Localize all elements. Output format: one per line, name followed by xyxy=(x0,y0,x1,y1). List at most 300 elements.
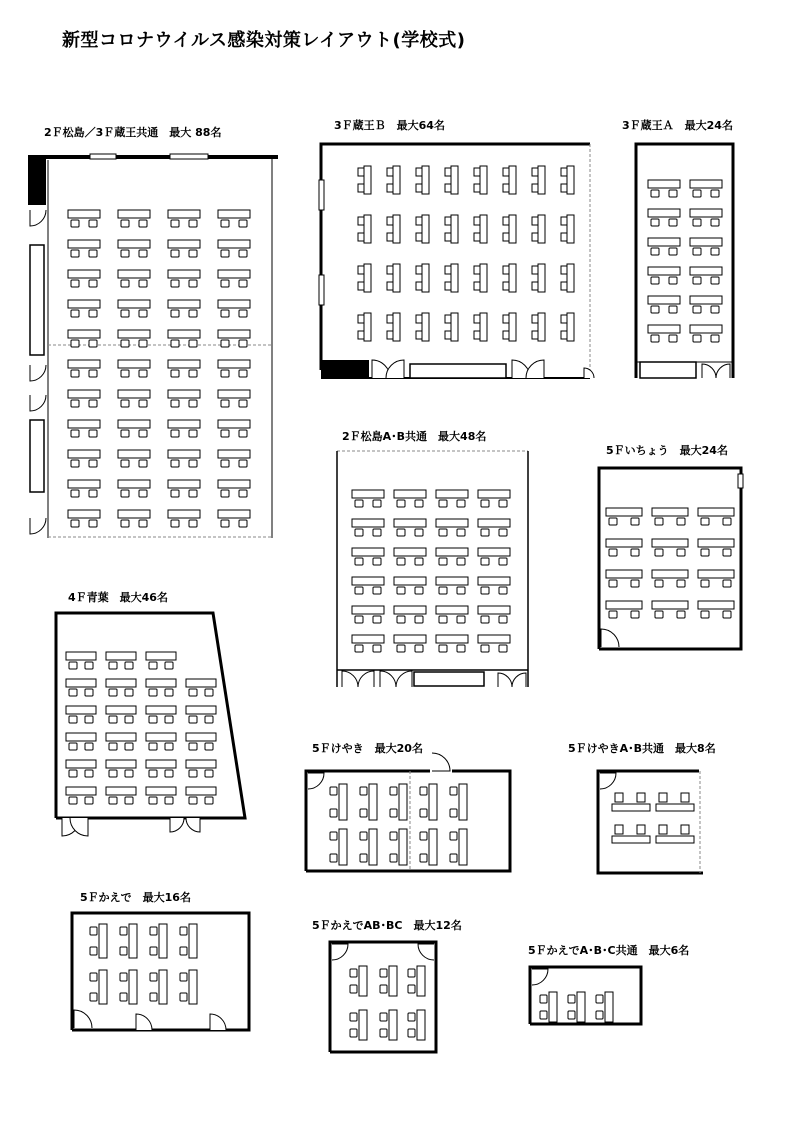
chair xyxy=(171,430,179,437)
chair xyxy=(693,306,701,313)
chair xyxy=(481,645,489,652)
desk-set xyxy=(360,829,377,865)
desk xyxy=(451,166,458,194)
chair xyxy=(221,370,229,377)
chair xyxy=(189,220,197,227)
desk-set xyxy=(146,787,176,804)
chair xyxy=(358,217,364,225)
door-swing xyxy=(498,673,512,687)
desk-set xyxy=(168,300,200,317)
desk xyxy=(218,270,250,278)
chair xyxy=(89,430,97,437)
chair xyxy=(609,611,617,618)
desk xyxy=(364,215,371,243)
room-label-zao-b: 3Ｆ蔵王Ｂ 最大64名 xyxy=(334,119,445,132)
desk xyxy=(339,784,347,820)
room-kaede-abc xyxy=(530,967,641,1024)
desk-set xyxy=(436,635,468,652)
chair xyxy=(71,250,79,257)
chair xyxy=(397,500,405,507)
chair xyxy=(693,277,701,284)
chair xyxy=(109,689,117,696)
chair xyxy=(109,770,117,777)
chair xyxy=(693,335,701,342)
chair xyxy=(360,809,367,817)
desk xyxy=(690,180,722,188)
desk xyxy=(364,313,371,341)
chair xyxy=(677,549,685,556)
chair xyxy=(669,190,677,197)
desk-set xyxy=(106,733,136,750)
chair xyxy=(350,1029,357,1037)
chair xyxy=(171,310,179,317)
desk-set xyxy=(168,270,200,287)
desk-set xyxy=(150,970,167,1004)
chair xyxy=(121,400,129,407)
chair xyxy=(121,520,129,527)
desk xyxy=(459,784,467,820)
chair xyxy=(125,716,133,723)
chair xyxy=(723,549,731,556)
chair xyxy=(121,460,129,467)
chair xyxy=(69,689,77,696)
desk-set xyxy=(168,420,200,437)
desk-set xyxy=(436,548,468,565)
desk-set xyxy=(648,209,680,226)
chair xyxy=(171,280,179,287)
chair xyxy=(150,927,157,935)
window xyxy=(738,474,743,488)
chair xyxy=(120,947,127,955)
chair xyxy=(239,430,247,437)
chair xyxy=(416,184,422,192)
chair xyxy=(609,549,617,556)
desk xyxy=(538,166,545,194)
desk xyxy=(451,313,458,341)
chair xyxy=(568,995,575,1003)
door-swing xyxy=(30,518,46,534)
chair xyxy=(71,430,79,437)
desk xyxy=(68,360,100,368)
wall-panel xyxy=(414,672,484,686)
desk xyxy=(422,264,429,292)
desk xyxy=(189,924,197,958)
chair xyxy=(390,854,397,862)
desk xyxy=(68,210,100,218)
desk-set xyxy=(106,652,136,669)
desk xyxy=(68,480,100,488)
chair xyxy=(149,716,157,723)
window xyxy=(319,180,324,210)
chair xyxy=(445,315,451,323)
chair xyxy=(561,266,567,274)
desk-set xyxy=(358,215,371,243)
chair xyxy=(503,168,509,176)
desk xyxy=(359,966,367,996)
door-swing xyxy=(332,944,348,960)
chair xyxy=(71,520,79,527)
desk xyxy=(218,390,250,398)
chair xyxy=(180,947,187,955)
desk-set xyxy=(436,577,468,594)
desk-set xyxy=(218,450,250,467)
desk-set xyxy=(690,209,722,226)
desk-set xyxy=(540,992,557,1022)
desk xyxy=(393,166,400,194)
chair xyxy=(457,529,465,536)
chair xyxy=(439,529,447,536)
chair xyxy=(390,809,397,817)
desk xyxy=(118,360,150,368)
chair xyxy=(397,529,405,536)
desk-set xyxy=(436,519,468,536)
door-swing xyxy=(702,364,716,378)
desk xyxy=(394,519,426,527)
chair xyxy=(149,689,157,696)
desk xyxy=(605,992,613,1022)
chair xyxy=(205,716,213,723)
desk-set xyxy=(474,313,487,341)
chair xyxy=(457,587,465,594)
chair xyxy=(450,832,457,840)
chair xyxy=(149,743,157,750)
chair xyxy=(637,825,645,834)
desk-set xyxy=(180,970,197,1004)
desk xyxy=(129,970,137,1004)
door-swing xyxy=(136,1014,152,1030)
desk xyxy=(389,966,397,996)
desk xyxy=(698,508,734,516)
desk-set xyxy=(561,166,574,194)
chair xyxy=(189,490,197,497)
chair xyxy=(109,797,117,804)
chair xyxy=(165,743,173,750)
desk-set xyxy=(146,652,176,669)
chair xyxy=(121,490,129,497)
desk-set xyxy=(68,420,100,437)
chair xyxy=(350,969,357,977)
desk xyxy=(656,804,694,811)
chair xyxy=(90,927,97,935)
chair xyxy=(561,233,567,241)
desk xyxy=(451,215,458,243)
chair xyxy=(360,854,367,862)
desk xyxy=(478,490,510,498)
chair xyxy=(89,370,97,377)
desk xyxy=(480,264,487,292)
chair xyxy=(355,558,363,565)
chair xyxy=(387,266,393,274)
door-swing xyxy=(600,773,616,789)
chair xyxy=(711,335,719,342)
desk-set xyxy=(118,450,150,467)
chair xyxy=(701,580,709,587)
chair xyxy=(481,500,489,507)
desk xyxy=(480,313,487,341)
chair xyxy=(221,490,229,497)
chair xyxy=(408,969,415,977)
chair xyxy=(631,518,639,525)
desk-set xyxy=(66,787,96,804)
chair xyxy=(239,520,247,527)
chair xyxy=(723,580,731,587)
chair xyxy=(171,490,179,497)
desk xyxy=(168,240,200,248)
chair xyxy=(360,832,367,840)
desk-set xyxy=(330,829,347,865)
desk-set xyxy=(68,300,100,317)
chair xyxy=(358,233,364,241)
chair xyxy=(474,184,480,192)
desk-set xyxy=(330,784,347,820)
chair xyxy=(139,310,147,317)
desk-set xyxy=(474,215,487,243)
chair xyxy=(150,973,157,981)
desk xyxy=(394,490,426,498)
wall xyxy=(598,771,703,873)
desk-set xyxy=(387,215,400,243)
door-swing xyxy=(70,818,88,836)
chair xyxy=(561,217,567,225)
desk-set xyxy=(690,180,722,197)
desk xyxy=(118,390,150,398)
chair xyxy=(532,266,538,274)
desk-set xyxy=(416,264,429,292)
desk xyxy=(648,238,680,246)
desk xyxy=(168,330,200,338)
desk xyxy=(690,238,722,246)
chair xyxy=(189,689,197,696)
desk xyxy=(393,313,400,341)
desk xyxy=(422,215,429,243)
chair xyxy=(631,580,639,587)
chair xyxy=(420,787,427,795)
chair xyxy=(711,277,719,284)
desk-set xyxy=(416,313,429,341)
desk xyxy=(429,829,437,865)
chair xyxy=(450,809,457,817)
chair xyxy=(373,587,381,594)
desk xyxy=(690,296,722,304)
wall-panel xyxy=(410,364,506,378)
desk-set xyxy=(394,577,426,594)
chair xyxy=(239,310,247,317)
desk xyxy=(118,210,150,218)
chair xyxy=(445,266,451,274)
chair xyxy=(609,580,617,587)
desk xyxy=(118,480,150,488)
desk xyxy=(168,450,200,458)
window xyxy=(170,154,208,159)
chair xyxy=(239,370,247,377)
desk-set xyxy=(478,635,510,652)
desk-set xyxy=(352,548,384,565)
chair xyxy=(445,282,451,290)
chair xyxy=(355,500,363,507)
desk xyxy=(66,733,96,741)
chair xyxy=(416,168,422,176)
chair xyxy=(109,662,117,669)
chair xyxy=(481,529,489,536)
door-swing xyxy=(716,364,730,378)
desk-set xyxy=(66,733,96,750)
desk-set xyxy=(408,1010,425,1040)
chair xyxy=(139,430,147,437)
chair xyxy=(121,220,129,227)
chair xyxy=(205,689,213,696)
desk-set xyxy=(387,264,400,292)
desk-set xyxy=(118,210,150,227)
desk-set xyxy=(168,210,200,227)
desk-set xyxy=(218,420,250,437)
desk-set xyxy=(612,793,650,811)
chair xyxy=(416,266,422,274)
desk xyxy=(118,240,150,248)
wall xyxy=(30,157,278,205)
chair xyxy=(358,315,364,323)
pillar xyxy=(30,155,46,205)
desk-set xyxy=(532,166,545,194)
chair xyxy=(89,340,97,347)
desk xyxy=(68,300,100,308)
desk-set xyxy=(218,300,250,317)
desk-set xyxy=(690,325,722,342)
room-zao-b xyxy=(319,144,594,378)
desk xyxy=(168,420,200,428)
door-swing xyxy=(512,673,526,687)
desk-set xyxy=(478,606,510,623)
desk xyxy=(352,519,384,527)
wall-panel xyxy=(640,362,696,378)
chair xyxy=(171,250,179,257)
chair xyxy=(189,250,197,257)
desk xyxy=(690,209,722,217)
desk xyxy=(146,706,176,714)
desk xyxy=(186,787,216,795)
desk xyxy=(68,450,100,458)
chair xyxy=(439,500,447,507)
desk-set xyxy=(606,508,642,525)
desk-set xyxy=(68,480,100,497)
desk-set xyxy=(106,706,136,723)
desk-set xyxy=(652,601,688,618)
chair xyxy=(360,787,367,795)
chair xyxy=(669,277,677,284)
chair xyxy=(481,587,489,594)
desk-set xyxy=(68,360,100,377)
desk-set xyxy=(532,264,545,292)
door-swing xyxy=(601,629,619,647)
chair xyxy=(85,770,93,777)
chair xyxy=(499,616,507,623)
chair xyxy=(681,825,689,834)
desk xyxy=(186,733,216,741)
desk-set xyxy=(352,490,384,507)
chair xyxy=(474,168,480,176)
chair xyxy=(711,190,719,197)
desk-set xyxy=(648,325,680,342)
desk-set xyxy=(168,240,200,257)
desk xyxy=(106,679,136,687)
desk xyxy=(129,924,137,958)
desk-set xyxy=(648,296,680,313)
desk-set xyxy=(68,210,100,227)
chair xyxy=(221,280,229,287)
chair xyxy=(651,306,659,313)
desk xyxy=(698,601,734,609)
chair xyxy=(125,770,133,777)
chair xyxy=(677,611,685,618)
chair xyxy=(330,809,337,817)
desk xyxy=(648,296,680,304)
desk-set xyxy=(352,635,384,652)
desk xyxy=(656,836,694,843)
desk xyxy=(612,836,650,843)
desk xyxy=(698,570,734,578)
desk-set xyxy=(66,760,96,777)
door-swing xyxy=(396,671,412,687)
chair xyxy=(125,743,133,750)
chair xyxy=(125,662,133,669)
desk xyxy=(648,267,680,275)
room-kaede xyxy=(72,913,249,1030)
window xyxy=(90,154,116,159)
chair xyxy=(450,854,457,862)
desk xyxy=(218,240,250,248)
chair xyxy=(69,662,77,669)
desk-set xyxy=(146,760,176,777)
desk-set xyxy=(352,519,384,536)
desk xyxy=(352,490,384,498)
chair xyxy=(415,529,423,536)
desk xyxy=(66,706,96,714)
chair xyxy=(71,460,79,467)
chair xyxy=(503,217,509,225)
desk-set xyxy=(186,787,216,804)
chair xyxy=(189,716,197,723)
desk-set xyxy=(120,924,137,958)
chair xyxy=(221,220,229,227)
desk xyxy=(218,210,250,218)
desk-set xyxy=(652,570,688,587)
chair xyxy=(420,832,427,840)
desk xyxy=(364,264,371,292)
chair xyxy=(415,645,423,652)
chair xyxy=(561,282,567,290)
wall xyxy=(636,144,733,378)
desk xyxy=(146,652,176,660)
chair xyxy=(659,825,667,834)
chair xyxy=(474,217,480,225)
desk-set xyxy=(450,829,467,865)
desk xyxy=(606,539,642,547)
desk xyxy=(538,215,545,243)
chair xyxy=(221,520,229,527)
desk-set xyxy=(416,166,429,194)
desk-set xyxy=(394,606,426,623)
chair xyxy=(380,1029,387,1037)
desk-set xyxy=(118,360,150,377)
chair xyxy=(499,558,507,565)
desk-set xyxy=(445,264,458,292)
chair xyxy=(85,662,93,669)
door-swing xyxy=(432,753,450,771)
chair xyxy=(90,947,97,955)
desk-set xyxy=(66,706,96,723)
desk xyxy=(339,829,347,865)
chair xyxy=(109,743,117,750)
chair xyxy=(89,250,97,257)
